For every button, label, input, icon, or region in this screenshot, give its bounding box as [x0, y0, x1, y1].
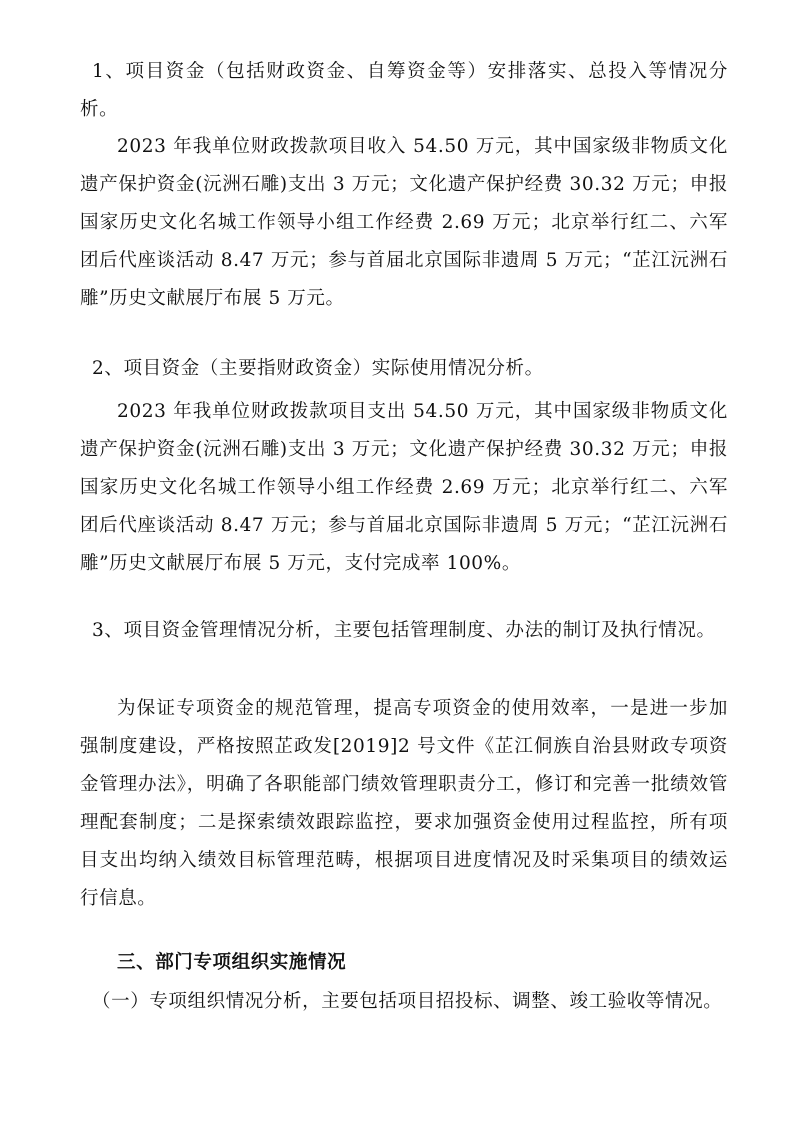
paragraph-fund-usage-heading: 2、项目资金（主要指财政资金）实际使用情况分析。 [92, 358, 544, 379]
paragraph-fund-arrangement: 1、项目资金（包括财政资金、自筹资金等）安排落实、总投入等情况分析。 [80, 61, 728, 120]
paragraph-fund-management-detail: 为保证专项资金的规范管理，提高专项资金的使用效率，一是进一步加强制度建设，严格按照芷政发[2019]2 号文件《芷江侗族自治县财政专项资金管理办法》，明确了各职能部门绩效管理职责分工，修订和完善一批绩效管理配套制度；二是探索绩效跟踪监控，要求加强资金使用过程监控，所有项目支出均纳入绩效目标管理范畴，根据项目进度情况及时采集项目的绩效运行信息。 [80, 698, 728, 909]
paragraph-fund-management-heading: 3、项目资金管理情况分析，主要包括管理制度、办法的制订及执行情况。 [92, 620, 716, 641]
paragraph-project-expenditure: 2023 年我单位财政拨款项目支出 54.50 万元，其中国家级非物质文化遗产保护资金(沅洲石雕)支出 3 万元；文化遗产保护经费 30.32 万元；申报国家历史文化名城工作领导小组工作经费 2.69 万元；北京举行红二、六军团后代座谈活动 8.47 万元；参与首届北京国际非遗周 5 万元；“芷江沅洲石雕”历史文献展厅布展 5 万元，支付完成率 100%。 [80, 401, 728, 574]
section-heading-special-project-implementation: 三、部门专项组织实施情况 [117, 952, 347, 973]
paragraph-organization-analysis: （一）专项组织情况分析，主要包括项目招投标、调整、竣工验收等情况。 [92, 991, 723, 1012]
paragraph-project-income: 2023 年我单位财政拨款项目收入 54.50 万元，其中国家级非物质文化遗产保护资金(沅洲石雕)支出 3 万元；文化遗产保护经费 30.32 万元；申报国家历史文化名城工作领导小组工作经费 2.69 万元；北京举行红二、六军团后代座谈活动 8.47 万元；参与首届北京国际非遗周 5 万元；“芷江沅洲石雕”历史文献展厅布展 5 万元。 [80, 136, 728, 309]
